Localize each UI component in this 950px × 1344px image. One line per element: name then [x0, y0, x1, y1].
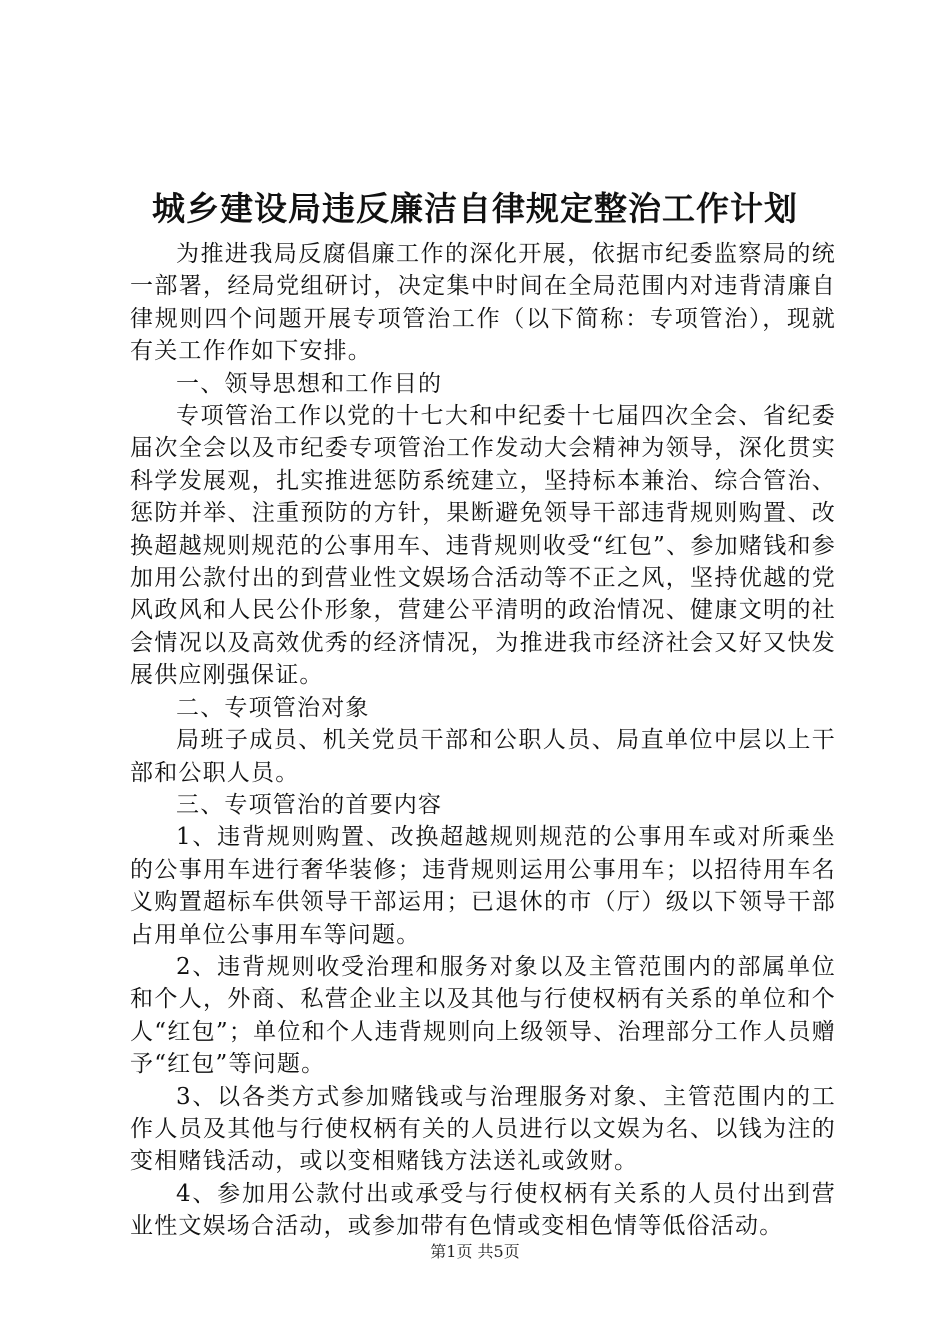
section-heading-main-content: 三、专项管治的首要内容	[176, 791, 443, 818]
targets-paragraph: 局班子成员、机关党员干部和公职人员、局直单位中层以上干部和公职人员。	[130, 727, 836, 786]
guiding-thought-paragraph: 专项管治工作以党的十七大和中纪委十七届四次全会、省纪委届次全会以及市纪委专项管治工作发动大会精神为领导，深化贯实科学发展观，扎实推进惩防系统建立，坚持标本兼治、综合管治、惩防并举、注重预防的方针，果断避免领导干部违背规则购置、改换超越规则规范的公事用车、违背规则收受“红包”、参加赌钱和参加用公款付出的到营业性文娱场合活动等不正之风，坚持优越的党风政风和人民公仆形象，营建公平清明的政治情况、健康文明的社会情况以及高效优秀的经济情况，为推进我市经济社会又好又快发展供应刚强保证。	[130, 403, 836, 689]
document-body	[130, 238, 836, 1243]
content-item-3: 3、以各类方式参加赌钱或与治理服务对象、主管范围内的工作人员及其他与行使权柄有关的人员进行以文娱为名、以钱为注的变相赌钱活动，或以变相赌钱方法送礼或敛财。	[130, 1083, 836, 1175]
section-heading-targets: 二、专项管治对象	[176, 694, 370, 721]
page-number-footer: 第1页 共5页	[430, 1242, 520, 1261]
section-heading-guiding-thought: 一、领导思想和工作目的	[176, 370, 443, 397]
content-item-4: 4、参加用公款付出或承受与行使权柄有关系的人员付出到营业性文娱场合活动，或参加带有色情或变相色情等低俗活动。	[130, 1180, 836, 1240]
content-item-1: 1、违背规则购置、改换超越规则规范的公事用车或对所乘坐的公事用车进行奢华装修；违背规则运用公事用车；以招待用车名义购置超标车供领导干部运用；已退休的市（厅）级以下领导干部占用单位公事用车等问题。	[130, 824, 836, 948]
document-title: 城乡建设局违反廉洁自律规定整治工作计划	[152, 189, 798, 228]
content-item-2: 2、违背规则收受治理和服务对象以及主管范围内的部属单位和个人，外商、私营企业主以及其他与行使权柄有关系的单位和个人“红包”；单位和个人违背规则向上级领导、治理部分工作人员赠予“红包”等问题。	[130, 953, 836, 1078]
intro-paragraph: 为推进我局反腐倡廉工作的深化开展，依据市纪委监察局的统一部署，经局党组研讨，决定集中时间在全局范围内对违背清廉自律规则四个问题开展专项管治工作（以下简称：专项管治），现就有关工作作如下安排。	[130, 241, 836, 365]
